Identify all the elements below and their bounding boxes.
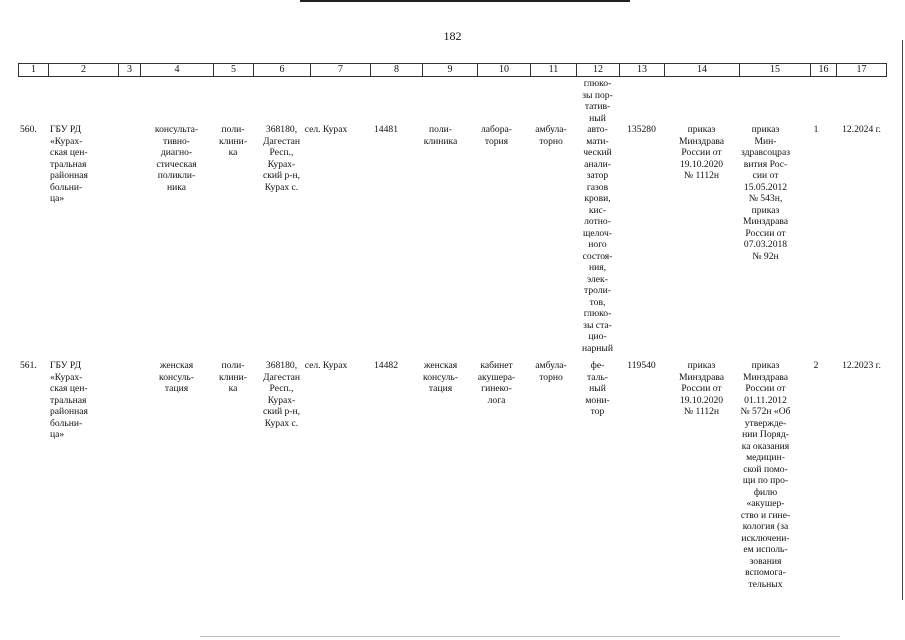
subdivision-type: поли- клини- ка <box>218 360 248 394</box>
column-header-17: 17 <box>836 64 887 76</box>
column-header-16: 16 <box>810 64 836 76</box>
column-header-5: 5 <box>213 64 253 76</box>
unit-type: женская консуль- тация <box>423 360 458 394</box>
column-header-3: 3 <box>118 64 140 76</box>
scan-edge-top <box>300 0 630 2</box>
column-header-6: 6 <box>253 64 310 76</box>
quantity: 2 <box>813 360 819 371</box>
subdivision-type: поли- клини- ка <box>218 124 248 158</box>
care-conditions: амбула- торно <box>535 360 567 383</box>
row-number: 560. <box>20 124 37 135</box>
column-number-header <box>18 63 887 77</box>
column-header-2: 2 <box>48 64 118 76</box>
row-number: 561. <box>20 360 37 371</box>
scan-edge-right <box>902 40 903 600</box>
cabinet: кабинет акушера- гинеко- лога <box>477 360 516 406</box>
equipment-name: авто- мати- ческий анали- затор газов крови, кис- лотно- щелоч- ного состоя- ния, элек- троли- тов, глюко- зы ста- цио- нарный <box>582 124 613 354</box>
code: 14482 <box>374 360 398 371</box>
deadline: 12.2024 г. <box>842 124 881 135</box>
care-conditions: амбула- торно <box>535 124 567 147</box>
subdivision-name: женская консуль- тация <box>159 360 194 394</box>
organization-name: ГБУ РД «Курах- ская цен- тральная районная больни- ца» <box>50 360 88 440</box>
standard-order: приказ Минздрава России от 01.11.2012 № 572н «Об утвержде- нии Поряд- ка оказания медицин- ской помо- щи по про- филю «акушер- ство и гине- кология (за исключени- ем исполь- зования вспомога- тельных <box>740 360 791 590</box>
column-header-15: 15 <box>739 64 810 76</box>
column-header-1: 1 <box>18 64 48 76</box>
page-number: 182 <box>443 29 462 43</box>
column-header-7: 7 <box>310 64 370 76</box>
column-header-9: 9 <box>422 64 477 76</box>
address: 368180, Дагестан Респ., Курах- ский р-н, Курах с. <box>262 124 301 193</box>
column-header-13: 13 <box>619 64 664 76</box>
standard-order: приказ Мин- здравсоцраз вития Рос- сии от 15.05.2012 № 543н, приказ Минздрава России от 07.03.2018 № 92н <box>740 124 791 262</box>
equipment-name: фе- таль- ный мони- тор <box>585 360 610 417</box>
deadline: 12.2023 г. <box>842 360 881 371</box>
unit-type: поли- клиника <box>423 124 458 147</box>
equipment-code: 119540 <box>627 360 656 371</box>
equipment-code: 135280 <box>627 124 656 135</box>
scan-edge-bottom <box>200 636 840 637</box>
settlement: сел. Курах <box>304 124 348 135</box>
cabinet: лабора- тория <box>481 124 512 147</box>
organization-name: ГБУ РД «Курах- ская цен- тральная районная больни- ца» <box>50 124 88 204</box>
column-header-11: 11 <box>530 64 576 76</box>
regulation-order: приказ Минздрава России от 19.10.2020 № 1112н <box>678 124 724 181</box>
column-header-14: 14 <box>664 64 739 76</box>
settlement: сел. Курах <box>304 360 348 371</box>
column-header-8: 8 <box>370 64 422 76</box>
subdivision-name: консульта- тивно- диагно- стическая поликли- ника <box>154 124 199 193</box>
column-header-10: 10 <box>477 64 530 76</box>
carryover-equipment-text: глюко- зы пор- татив- ный <box>582 78 613 124</box>
column-header-12: 12 <box>576 64 619 76</box>
column-header-4: 4 <box>140 64 213 76</box>
regulation-order: приказ Минздрава России от 19.10.2020 № 1112н <box>678 360 724 417</box>
quantity: 1 <box>813 124 819 135</box>
code: 14481 <box>374 124 398 135</box>
address: 368180, Дагестан Респ., Курах- ский р-н, Курах с. <box>262 360 301 429</box>
